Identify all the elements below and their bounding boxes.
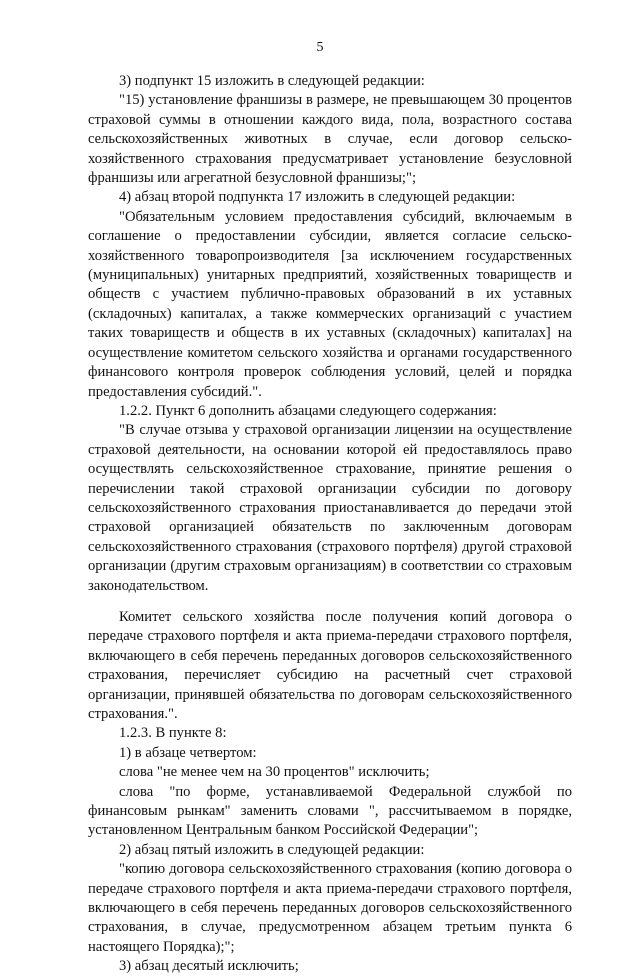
paragraph: 3) абзац десятый исключить; bbox=[119, 958, 299, 975]
paragraph: Комитет сельского хозяйства после получения копий договора о передаче страхового портфеля и акта приема-передачи страхового портфеля, включающего в себя перечень переданных договоров сельскохозяйственного страхования, перечисляет субсидию на расчетный счет страховой организации, принявшей обязательства по договорам сельскохозяйственного страхования.". bbox=[88, 608, 572, 722]
paragraph: слова "не менее чем на 30 процентов" исключить; bbox=[119, 764, 430, 781]
paragraph: 3) подпункт 15 изложить в следующей редакции: bbox=[119, 73, 425, 89]
paragraph: "Обязательным условием предоставления субсидий, включаемым в соглашение о предоставлении субсидии, является согласие сельско-хозяйственного товаропроизводителя [за исключением государственных (муниципальных) унитарных предприятий, хозяйственных товариществ и обществ с участием публично-правовых образований в их уставных (складочных) капиталах, а также коммерческих организаций с участием таких товариществ и обществ в их уставных (складочных) капиталах] на осуществление комитетом сельского хозяйства и органами государственного финансового контроля проверок соблюдения условий, целей и порядка предоставления субсидий.". bbox=[88, 208, 572, 400]
document-body bbox=[88, 72, 572, 977]
paragraph: 1.2.3. В пункте 8: bbox=[119, 725, 227, 742]
paragraph: 1) в абзаце четвертом: bbox=[119, 744, 257, 761]
paragraph: "В случае отзыва у страховой организации лицензии на осуществление страховой деятельности, на основании которой ей предоставлялось право осуществлять сельскохозяйственное страхование, принятие решения о перечислении такой страховой организации субсидии по договору сельскохозяйственного страхования приостанавливается до передачи этой страховой организацией обязательств по заключенным договорам сельскохозяйственного страхования (страхового портфеля) другой страховой организации (другим страховым организациям) в соответствии со страховым законодательством. bbox=[88, 422, 572, 594]
paragraph: "15) установление франшизы в размере, не превышающем 30 процентов страховой суммы в отношении каждого вида, пола, возрастного состава сельскохозяйственных животных в случае, если договор сельско-хозяйственного страхования предусматривает установление безусловной франшизы или агрегатной безусловной франшизы;"; bbox=[88, 92, 572, 187]
paragraph: слова "по форме, устанавливаемой Федеральной службой по финансовым рынкам" заменить словами ", рассчитываемом в порядке, установленном Центральным банком Российской Федерации"; bbox=[88, 783, 572, 839]
page-number: 5 bbox=[316, 40, 324, 55]
paragraph: 4) абзац второй подпункта 17 изложить в следующей редакции: bbox=[119, 189, 516, 206]
paragraph: "копию договора сельскохозяйственного страхования (копию договора о передаче страхового портфеля и акта приема-передачи страхового портфеля, включающего в себя перечень переданных договоров сельскохозяйственного страхования, в случае, предусмотренном абзацем третьим пункта 6 настоящего Порядка);"; bbox=[88, 861, 572, 955]
paragraph: 2) абзац пятый изложить в следующей редакции: bbox=[119, 841, 425, 858]
paragraph: 1.2.2. Пункт 6 дополнить абзацами следующего содержания: bbox=[119, 402, 497, 419]
